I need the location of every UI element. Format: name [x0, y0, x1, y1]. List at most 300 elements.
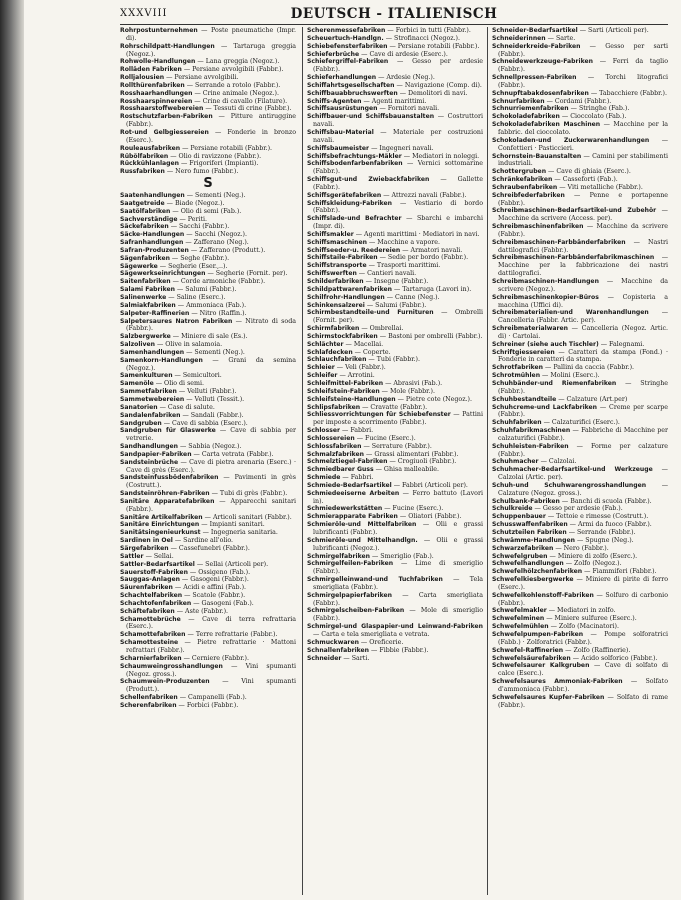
- entry-translation: — Scatole (Fabbr.).: [182, 592, 246, 600]
- dictionary-entry: [307, 435, 483, 443]
- entry-translation: — Velluti (Tessit.).: [184, 395, 245, 403]
- entry-translation: — Sbarchi e imbarchi (Impr. di).: [313, 215, 483, 231]
- dictionary-entry: [120, 372, 296, 380]
- entry-headword: Schwefelhölzchenfabriken: [492, 568, 583, 576]
- dictionary-entry: [307, 309, 483, 325]
- entry-translation: — Cancelleria (Fabbr. Artic. per).: [498, 309, 668, 325]
- section-letter: S: [203, 176, 213, 192]
- entry-headword: Schwefel-Raffinerien: [492, 646, 564, 654]
- dictionary-entry: [307, 160, 483, 176]
- entry-translation: — Segherie (Fornit. per).: [205, 270, 288, 278]
- entry-translation: — Macchine per la fabbricazione dei nastri dattilografici.: [498, 254, 668, 278]
- entry-headword: Schiffstaile-Fabriken: [307, 254, 378, 262]
- dictionary-entry: [120, 474, 296, 490]
- entry-translation: — Pitture antiruggine (Fabbr.).: [126, 113, 296, 129]
- entry-translation: — Lime di smeriglio (Fabbr.).: [313, 560, 483, 576]
- entry-translation: — Serrature (Fabbr.).: [361, 442, 432, 450]
- entry-headword: Schiffskleidung-Fabriken: [307, 199, 393, 207]
- entry-headword: Schlossfabriken: [307, 442, 362, 450]
- entry-translation: — Miniere di sale (Es.).: [170, 333, 248, 341]
- entry-headword: Sanitäre Artikelfabriken: [120, 513, 203, 521]
- entry-headword: Schwefelminen: [492, 615, 545, 623]
- entry-headword: Sandgruben: [120, 419, 162, 427]
- entry-headword: Schuppenbauer: [492, 513, 546, 521]
- entry-headword: Rostschutzfarben-Fabriken: [120, 113, 213, 121]
- column-2: [307, 27, 483, 897]
- entry-translation: — Macchine per la fabbric. del cioccolato.: [498, 121, 668, 136]
- entry-translation: — Poste pneumatiche (Impr. di).: [126, 27, 296, 42]
- dictionary-entry: [307, 553, 483, 561]
- dictionary-entry: [492, 278, 668, 294]
- entry-translation: — Lana greggia (Negoz.).: [195, 58, 280, 66]
- dictionary-entry: [120, 427, 296, 443]
- dictionary-entry: [120, 58, 296, 66]
- dictionary-entry: [492, 678, 668, 694]
- entry-translation: — Fucine (Eserc.).: [382, 505, 444, 513]
- entry-translation: — Viti metalliche (Fabbr.).: [557, 183, 643, 191]
- entry-translation: — Sellai (Articoli per).: [194, 560, 269, 568]
- entry-headword: Schlipsfabriken: [307, 403, 361, 411]
- entry-translation: — Solfuro di carbonio (Fabbr.).: [498, 591, 668, 607]
- dictionary-entry: [120, 231, 296, 239]
- entry-headword: Schmalzfabriken: [307, 450, 365, 458]
- dictionary-entry: [120, 357, 296, 373]
- entry-translation: — Forbici (Fabbr.).: [176, 701, 239, 709]
- entry-translation: — Macellai.: [343, 340, 384, 348]
- entry-translation: — Sarti (Articoli per).: [577, 27, 649, 34]
- entry-headword: Safranhandlungen: [120, 239, 184, 247]
- entry-headword: Schiffslade-und Befrachter: [307, 215, 402, 223]
- dictionary-entry: [120, 302, 296, 310]
- dictionary-entry: [307, 270, 483, 278]
- entry-translation: — Sarti.: [341, 654, 370, 662]
- entry-headword: Schamottesteine: [120, 639, 179, 647]
- entry-translation: — Vernici sottomarine (Fabbr.).: [313, 160, 483, 176]
- entry-translation: — Falegnami.: [598, 340, 645, 348]
- entry-headword: Schellenfabriken: [120, 694, 178, 702]
- entry-translation: — Ombrelli (Fornit. per).: [313, 309, 483, 325]
- dictionary-entry: [492, 98, 668, 106]
- entry-headword: Schnurfabriken: [492, 97, 545, 105]
- entry-headword: Scheuertuch-Handlgn.: [307, 34, 384, 42]
- entry-headword: Schiffs-Agenten: [307, 97, 362, 105]
- dictionary-entry: [120, 490, 296, 498]
- entry-translation: — Calzolai.: [538, 458, 577, 466]
- entry-headword: Schiffsgerätefabriken: [307, 191, 382, 199]
- entry-translation: — Oliatori (Fabbr.).: [397, 513, 462, 521]
- dictionary-entry: [120, 451, 296, 459]
- entry-headword: Schleifsteine-Handlungen: [307, 395, 396, 403]
- dictionary-entry: [120, 239, 296, 247]
- dictionary-entry: [120, 694, 296, 702]
- dictionary-entry: [492, 623, 668, 631]
- entry-translation: — Gasogeni (Fabbr.).: [179, 576, 249, 584]
- entry-translation: — Sandali (Fabbr.).: [180, 411, 244, 419]
- dictionary-entry: [120, 98, 296, 106]
- dictionary-entry: [120, 576, 296, 584]
- entry-headword: Sandgruben für Glaswerke: [120, 427, 216, 435]
- dictionary-entry: [120, 608, 296, 616]
- entry-headword: Sandalenfabriken: [120, 411, 181, 419]
- dictionary-entry: [120, 278, 296, 286]
- entry-translation: — Fonderie in bronzo (Eserc.).: [126, 128, 296, 144]
- entry-headword: Schleifer: [307, 372, 338, 380]
- entry-translation: — Zolfo (Raffinerie).: [563, 646, 631, 654]
- dictionary-entry: [492, 560, 668, 568]
- dictionary-entry: [492, 27, 668, 35]
- dictionary-entry: [120, 349, 296, 357]
- dictionary-entry: [307, 404, 483, 412]
- entry-headword: Sachverständige: [120, 215, 178, 223]
- dictionary-entry: [307, 51, 483, 59]
- entry-headword: Sägewerke: [120, 262, 158, 270]
- entry-translation: — Copisteria a macchina (Uffici di).: [498, 293, 668, 309]
- entry-headword: Särgefabriken: [120, 545, 169, 552]
- dictionary-entry: [492, 168, 668, 176]
- dictionary-entry: [307, 129, 483, 145]
- entry-translation: — Cancelleria (Negoz. Artic. di) · Cartolai.: [498, 325, 668, 340]
- entry-headword: Salpeter-Raffinerien: [120, 309, 190, 317]
- entry-headword: Rübölfabriken: [120, 152, 169, 160]
- entry-headword: Schmirgelfabriken: [307, 552, 370, 560]
- entry-translation: — Caratteri da stampa (Fond.) · Fonderie in caratteri da stampa.: [498, 348, 668, 364]
- entry-translation: — Coperte.: [352, 348, 391, 356]
- entry-translation: — Miniere di zolfo (Eserc.).: [547, 552, 638, 560]
- entry-translation: — Pattini per imposte a scorrimento (Fabbr.).: [313, 411, 483, 427]
- entry-headword: Schrotfabriken: [492, 364, 544, 372]
- dictionary-entry: [120, 631, 296, 639]
- entry-translation: — Agenti marittimi.: [361, 97, 427, 105]
- entry-translation: — Vestiario di bordo (Fabbr.).: [313, 199, 483, 215]
- entry-translation: — Demolitori di navi.: [397, 89, 468, 97]
- dictionary-entry: [120, 294, 296, 302]
- entry-headword: Schreibmaschinen-Bedarfsartikel-und Zubehör: [492, 207, 657, 215]
- dictionary-entry: [120, 420, 296, 428]
- entry-headword: Schwefelsaures Kupfer-Fabriken: [492, 693, 605, 701]
- entry-headword: Schlossereien: [307, 434, 355, 442]
- entry-headword: Schiffseeder-u. Reedereien: [307, 246, 401, 254]
- dictionary-entry: [307, 490, 483, 506]
- entry-translation: — Cantieri navali.: [356, 270, 417, 278]
- dictionary-entry: [307, 451, 483, 459]
- entry-headword: Schiffsbefrachtungs-Mäkler: [307, 152, 402, 160]
- entry-headword: Sanitäre Apparatefabriken: [120, 497, 215, 505]
- dictionary-entry: [307, 560, 483, 576]
- entry-headword: Schriftgiessereien: [492, 348, 555, 356]
- entry-translation: — Biade (Negoz.).: [164, 199, 225, 207]
- dictionary-entry: [307, 153, 483, 161]
- entry-headword: Schiffsmaschinen: [307, 238, 367, 246]
- entry-headword: Schiffbauer-und Schiffsbauanstalten: [307, 113, 435, 121]
- entry-headword: Safran-Produzenten: [120, 246, 189, 254]
- dictionary-entry: [307, 215, 483, 231]
- entry-translation: — Periti.: [177, 215, 208, 223]
- entry-headword: Schiffsbaumeister: [307, 144, 370, 152]
- entry-translation: — Ossigeno (Fab.).: [187, 568, 251, 576]
- dictionary-entry: [492, 223, 668, 239]
- entry-headword: Schuhfabrikmaschinen: [492, 427, 571, 435]
- dictionary-entry: [120, 380, 296, 388]
- entry-headword: Schwefelmakler: [492, 607, 547, 615]
- entry-translation: — Cave di terra refrattaria (Eserc.).: [126, 615, 296, 631]
- dictionary-entry: [307, 98, 483, 106]
- column-1: [120, 27, 296, 897]
- dictionary-entry: [307, 302, 483, 310]
- dictionary-entry: [307, 333, 483, 341]
- entry-translation: — Cave di ghiaia (Eserc.).: [546, 168, 631, 176]
- entry-translation: — Zolfo (Negoz.).: [563, 560, 622, 568]
- entry-headword: Schlächter: [307, 340, 344, 348]
- entry-headword: Sägenfabriken: [120, 254, 170, 262]
- page-number: XXXVIII: [120, 8, 168, 19]
- entry-headword: Rückkühlanlagen: [120, 160, 179, 168]
- entry-headword: Rosshaarhandlungen: [120, 89, 193, 97]
- entry-translation: — Crine di cavallo (Filature).: [192, 97, 288, 105]
- entry-translation: — Tartaruga (Lavori in).: [391, 285, 472, 293]
- entry-headword: Sanitätsingenieurkunst: [120, 529, 201, 537]
- entry-headword: Samenkorn-Handlungen: [120, 356, 203, 364]
- entry-translation: — Miniere di pirite di ferro (Eserc.).: [498, 576, 668, 591]
- entry-headword: Schneiderinnen: [492, 34, 546, 42]
- entry-translation: — Stringhe (Fab.).: [568, 105, 630, 113]
- entry-translation: — Nitro (Raffin.).: [189, 309, 247, 317]
- entry-translation: — Olio di semi (Fab.).: [170, 207, 242, 215]
- entry-headword: Schiffsmakler: [307, 230, 354, 238]
- entry-headword: Rollthürenfabriken: [120, 81, 185, 89]
- entry-translation: — Ferri da taglio (Fabbr.).: [498, 58, 668, 74]
- entry-translation: — Olio di ravizzone (Fabbr.).: [168, 152, 262, 160]
- entry-headword: Schuhmacher-Bedarfsartikel-und Werkzeuge: [492, 466, 653, 474]
- dictionary-entry: [120, 145, 296, 153]
- entry-translation: — Case di salute.: [157, 403, 215, 411]
- entry-translation: — Olio di semi.: [153, 380, 205, 388]
- entry-translation: — Forbici in tutti (Fabbr.).: [385, 27, 471, 34]
- entry-translation: — Torchi litografici (Fabbr.).: [498, 74, 668, 89]
- dictionary-entry: [492, 537, 668, 545]
- entry-headword: Schinkensalzerei: [307, 301, 365, 309]
- entry-headword: Schwefelkohlenstoff-Fabriken: [492, 591, 594, 599]
- dictionary-entry: [120, 388, 296, 396]
- dictionary-entry: [120, 129, 296, 145]
- entry-headword: Schmierapparate Fabriken: [307, 513, 398, 521]
- entry-translation: — Mole di smeriglio (Fabbr.).: [313, 607, 483, 623]
- dictionary-entry: [120, 396, 296, 404]
- entry-headword: Schwefelkiesbergwerke: [492, 576, 574, 584]
- dictionary-entry: [492, 513, 668, 521]
- dictionary-entry: [307, 325, 483, 333]
- entry-headword: Schiffsgut-und Zwiebackfabriken: [307, 176, 430, 184]
- entry-headword: Schiffbauabbruchswerften: [307, 89, 398, 97]
- dictionary-entry: [492, 419, 668, 427]
- entry-headword: Säurenfabriken: [120, 584, 173, 592]
- entry-translation: — Cordami (Fabbr.).: [544, 97, 612, 105]
- entry-translation: — Persiane rotabili (Fabbr.).: [180, 144, 273, 152]
- entry-headword: Rosshaarspinnereien: [120, 97, 193, 105]
- entry-headword: Säcke-Handlungen: [120, 231, 185, 239]
- entry-translation: — Seghe (Fabbr.).: [169, 254, 230, 262]
- entry-translation: — Sementi (Neg.).: [184, 192, 246, 200]
- entry-headword: Salzbergwerke: [120, 333, 171, 341]
- entry-headword: Schiffsbodenfarbenfabriken: [307, 160, 403, 168]
- entry-translation: — Persiane rotabili (Fabbr.).: [387, 42, 480, 50]
- entry-headword: Rohrpostunternehmen: [120, 27, 198, 34]
- dictionary-entry: [492, 443, 668, 459]
- dictionary-entry: [120, 208, 296, 216]
- entry-headword: Schlosser: [307, 427, 341, 435]
- dictionary-entry: [120, 404, 296, 412]
- entry-headword: Saatölfabriken: [120, 207, 171, 215]
- entry-headword: Schmirgelscheiben-Fabriken: [307, 607, 405, 615]
- entry-headword: Rosshaarstoffwebereien: [120, 105, 204, 113]
- dictionary-entry: [120, 192, 296, 200]
- entry-translation: — Apparecchi sanitari (Fabbr.).: [126, 497, 296, 513]
- entry-translation: — Materiale per costruzioni navali.: [313, 128, 483, 144]
- dictionary-entry: [492, 35, 668, 43]
- dictionary-entry: [120, 529, 296, 537]
- dictionary-entry: [492, 607, 668, 615]
- dictionary-entry: [307, 247, 483, 255]
- dictionary-entry: [120, 443, 296, 451]
- entry-headword: Schleifstein-Fabriken: [307, 387, 380, 395]
- dictionary-entry: [492, 364, 668, 372]
- dictionary-entry: [492, 662, 668, 678]
- dictionary-entry: [492, 113, 668, 121]
- dictionary-entry: [492, 615, 668, 623]
- entry-translation: — Gesso per ardesie (Fab.).: [532, 505, 623, 513]
- entry-translation: — Grassi alimentari (Fabbr.).: [364, 450, 459, 458]
- entry-headword: Sandpapier-Fabriken: [120, 450, 192, 458]
- entry-translation: — Olive in salamoia.: [154, 341, 223, 349]
- entry-headword: Schnallenfabriken: [307, 646, 370, 654]
- entry-headword: Schokoladen-und Zuckerwarenhandlungen: [492, 136, 650, 144]
- entry-headword: Schlauchfabriken: [307, 356, 367, 364]
- entry-headword: Schneider-Bedarfsartikel: [492, 27, 578, 34]
- dictionary-entry: [120, 333, 296, 341]
- entry-headword: Schirmstockfabriken: [307, 332, 378, 340]
- entry-translation: — Cave di ardesie (Eserc.).: [359, 50, 448, 58]
- entry-translation: — Zafferano (Neg.).: [183, 239, 249, 247]
- entry-translation: — Velluti (Fabbr.).: [176, 388, 237, 396]
- entry-headword: Sanatorien: [120, 403, 158, 411]
- entry-translation: — Segherie (Eser.,..).: [157, 262, 228, 270]
- entry-translation: — Cave di sabbia (Eserc.).: [161, 419, 248, 427]
- entry-headword: Schuhmacher: [492, 458, 539, 466]
- entry-translation: — Tabacchiere (Fabbr.).: [588, 89, 667, 97]
- entry-translation: — Fucine (Eserc.).: [354, 434, 416, 442]
- dictionary-entry: [307, 411, 483, 427]
- entry-translation: — Smeriglio (Fab.).: [369, 552, 434, 560]
- dictionary-entry: [307, 356, 483, 364]
- entry-translation: — Fibbie (Fabbr.).: [369, 646, 429, 654]
- dictionary-entry: [120, 105, 296, 113]
- dictionary-entry: [492, 498, 668, 506]
- entry-headword: Schiefergriffel-Fabriken: [307, 58, 389, 66]
- entry-headword: Schirmfabriken: [307, 325, 360, 333]
- entry-translation: — Gesso per ardesie (Fabbr.).: [313, 58, 483, 74]
- dictionary-entry: [120, 310, 296, 318]
- entry-translation: — Sellai.: [143, 552, 174, 560]
- dictionary-entry: [120, 43, 296, 59]
- dictionary-entry: [120, 263, 296, 271]
- dictionary-entry: [120, 545, 296, 553]
- dictionary-entry: [492, 521, 668, 529]
- entry-headword: Salami Fabriken: [120, 286, 175, 294]
- entry-headword: Schachtofenfabriken: [120, 599, 192, 607]
- column-divider: [487, 27, 488, 895]
- dictionary-entry: [120, 255, 296, 263]
- entry-headword: Schulbank-Fabriken: [492, 497, 560, 505]
- dictionary-entry: [120, 82, 296, 90]
- dictionary-entry: [307, 623, 483, 639]
- dictionary-entry: [492, 694, 668, 710]
- entry-headword: Schamottebrüche: [120, 615, 181, 623]
- entry-headword: Sattler-Bedarfsartikel: [120, 560, 195, 568]
- entry-headword: Schulkreide: [492, 505, 533, 513]
- dictionary-entry: [120, 412, 296, 420]
- entry-translation: — Sabbia (Negoz.).: [177, 443, 242, 451]
- dictionary-entry: [307, 458, 483, 466]
- entry-headword: Schwämme-Handlungen: [492, 536, 575, 544]
- entry-headword: Schreibmaschinen-Farbbänderfabrikmaschinen: [492, 254, 655, 262]
- dictionary-entry: [492, 380, 668, 396]
- dictionary-entry: [120, 168, 296, 176]
- dictionary-entry: [120, 153, 296, 161]
- entry-translation: — Canne (Neg.).: [384, 293, 440, 301]
- dictionary-entry: [492, 121, 668, 137]
- dictionary-entry: [120, 678, 296, 694]
- entry-headword: Schwefelhandlungen: [492, 560, 564, 568]
- dictionary-entry: [492, 427, 668, 443]
- entry-translation: — Calzature (Negoz. gross.).: [498, 481, 668, 497]
- dictionary-entry: [307, 192, 483, 200]
- entry-translation: — Tubi (Fabbr.).: [366, 356, 421, 364]
- entry-headword: Schachtelfabriken: [120, 592, 183, 600]
- dictionary-entry: [492, 576, 668, 592]
- entry-headword: Schrotmühlen: [492, 372, 541, 380]
- dictionary-entry: [120, 553, 296, 561]
- dictionary-entry: [120, 74, 296, 82]
- entry-headword: Schmiedbarer Guss: [307, 466, 374, 474]
- dictionary-entry: [307, 294, 483, 302]
- dictionary-entry: [120, 616, 296, 632]
- dictionary-entry: [120, 514, 296, 522]
- entry-headword: Schiebefensterfabriken: [307, 42, 388, 50]
- entry-translation: — Calzature (Art.per): [556, 395, 628, 403]
- dictionary-entry: [492, 349, 668, 365]
- entry-translation: — Banchi di scuola (Fabbr.).: [559, 497, 652, 505]
- dictionary-entry: [120, 270, 296, 278]
- entry-translation: — Sardine all'olio.: [172, 537, 234, 545]
- entry-headword: Schwefelsaurer Kalkgruben: [492, 662, 590, 670]
- dictionary-entry: [307, 90, 483, 98]
- entry-headword: Schiffstransporte: [307, 262, 367, 270]
- dictionary-entry: [492, 90, 668, 98]
- entry-translation: — Ingegneri navali.: [369, 144, 434, 152]
- entry-translation: — Grani da semina (Negoz.).: [126, 356, 296, 372]
- entry-translation: — Armi da fuoco (Fabbr.).: [567, 521, 652, 529]
- entry-headword: Schreibmaschinen-Farbbänderfabriken: [492, 238, 626, 246]
- entry-translation: — Casseforti (Fab.).: [552, 176, 618, 184]
- dictionary-entry: [492, 568, 668, 576]
- dictionary-entry: [120, 498, 296, 514]
- entry-headword: Schmuckwaren: [307, 638, 359, 646]
- entry-translation: — Agenti marittimi · Mediatori in navi.: [353, 230, 480, 238]
- entry-translation: — Sementi (Neg.).: [184, 348, 245, 356]
- dictionary-entry: [307, 176, 483, 192]
- entry-headword: Schokoladefabriken Maschinen: [492, 121, 601, 129]
- entry-translation: — Fabbri.: [340, 427, 374, 435]
- dictionary-entry: [307, 466, 483, 474]
